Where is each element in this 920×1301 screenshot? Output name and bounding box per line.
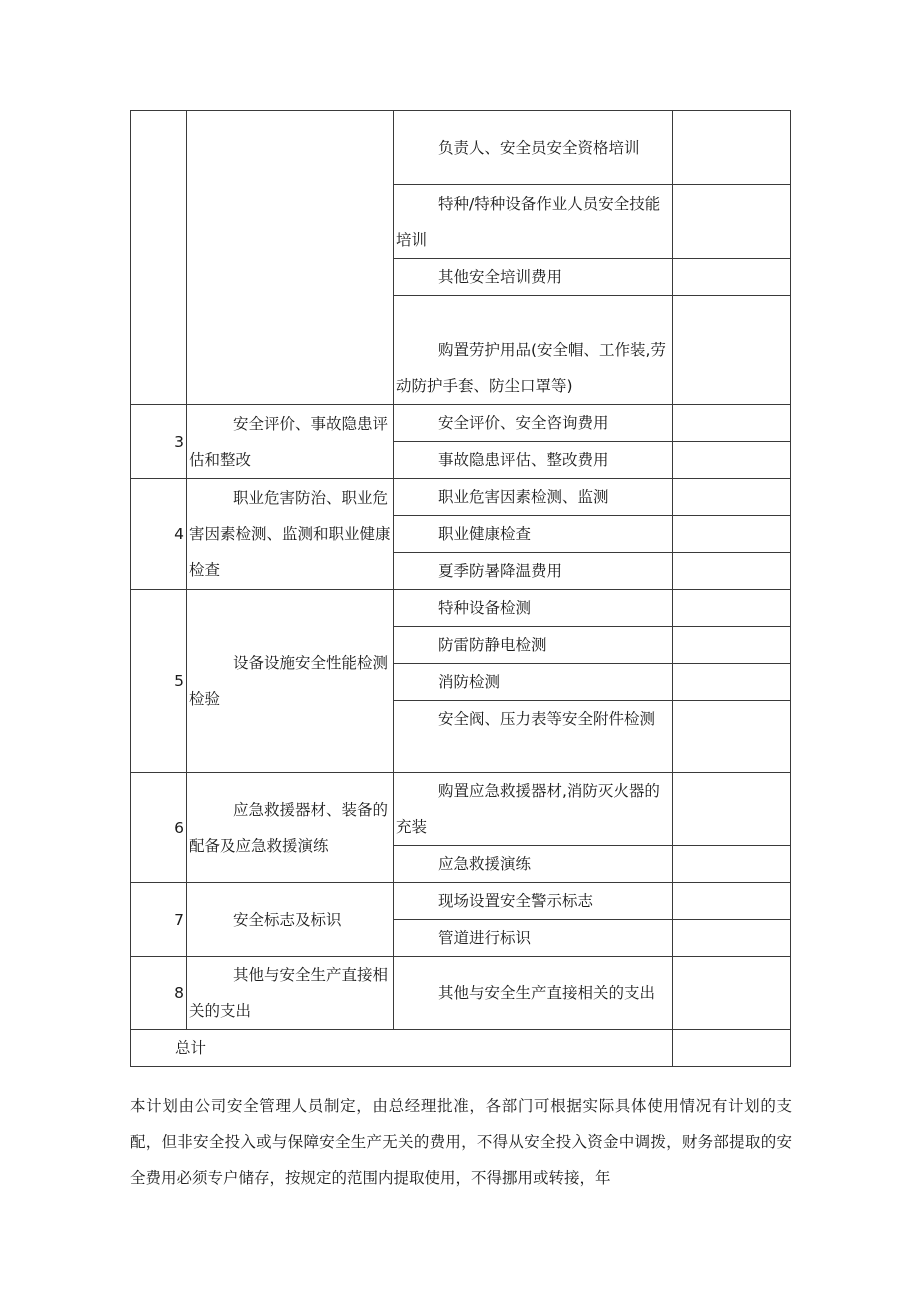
amount-cell: [673, 405, 791, 442]
item-cell: 职业危害因素检测、监测: [394, 479, 673, 516]
item-cell: 其他安全培训费用: [394, 259, 673, 296]
amount-cell: [673, 516, 791, 553]
amount-cell: [673, 846, 791, 883]
item-cell: 职业健康检查: [394, 516, 673, 553]
item-cell: 特种/特种设备作业人员安全技能培训: [394, 185, 673, 259]
total-label: 总计: [131, 1030, 673, 1067]
total-amount-cell: [673, 1030, 791, 1067]
item-cell: 管道进行标识: [394, 920, 673, 957]
amount-cell: [673, 590, 791, 627]
amount-cell: [673, 553, 791, 590]
item-cell: 购置应急救援器材,消防灭火器的充装: [394, 773, 673, 846]
row-number: 8: [131, 957, 187, 1030]
row-number: 4: [131, 479, 187, 590]
amount-cell: [673, 296, 791, 405]
amount-cell: [673, 920, 791, 957]
item-cell: 其他与安全生产直接相关的支出: [394, 957, 673, 1030]
footer-paragraph: 本计划由公司安全管理人员制定，由总经理批准，各部门可根据实际具体使用情况有计划的支配，但非安全投入或与保障安全生产无关的费用，不得从安全投入资金中调拨，财务部提取的安全费用必须专户储存，按规定的范围内提取使用，不得挪用或转接，年: [130, 1096, 792, 1187]
category-cell: 安全标志及标识: [187, 883, 394, 957]
item-cell: 购置劳护用品(安全帽、工作装,劳动防护手套、防尘口罩等): [394, 296, 673, 405]
row-number: 6: [131, 773, 187, 883]
amount-cell: [673, 259, 791, 296]
category-cell: 安全评价、事故隐患评估和整改: [187, 405, 394, 479]
item-cell: 负责人、安全员安全资格培训: [394, 111, 673, 185]
num-cell: [131, 111, 187, 405]
row-number: 7: [131, 883, 187, 957]
amount-cell: [673, 627, 791, 664]
category-cell: 其他与安全生产直接相关的支出: [187, 957, 394, 1030]
expense-table: [130, 110, 791, 1067]
amount-cell: [673, 479, 791, 516]
amount-cell: [673, 701, 791, 773]
category-cell: [187, 111, 394, 405]
amount-cell: [673, 883, 791, 920]
amount-cell: [673, 664, 791, 701]
item-cell: 安全评价、安全咨询费用: [394, 405, 673, 442]
item-cell: 应急救援演练: [394, 846, 673, 883]
row-number: 5: [131, 590, 187, 773]
item-cell: 防雷防静电检测: [394, 627, 673, 664]
item-cell: 事故隐患评估、整改费用: [394, 442, 673, 479]
item-cell: 消防检测: [394, 664, 673, 701]
item-cell: 现场设置安全警示标志: [394, 883, 673, 920]
amount-cell: [673, 957, 791, 1030]
amount-cell: [673, 442, 791, 479]
amount-cell: [673, 185, 791, 259]
item-cell: 安全阀、压力表等安全附件检测: [394, 701, 673, 773]
category-cell: 应急救援器材、装备的配备及应急救援演练: [187, 773, 394, 883]
item-cell: 夏季防暑降温费用: [394, 553, 673, 590]
category-cell: 职业危害防治、职业危害因素检测、监测和职业健康检查: [187, 479, 394, 590]
category-cell: 设备设施安全性能检测检验: [187, 590, 394, 773]
row-number: 3: [131, 405, 187, 479]
item-cell: 特种设备检测: [394, 590, 673, 627]
amount-cell: [673, 111, 791, 185]
amount-cell: [673, 773, 791, 846]
